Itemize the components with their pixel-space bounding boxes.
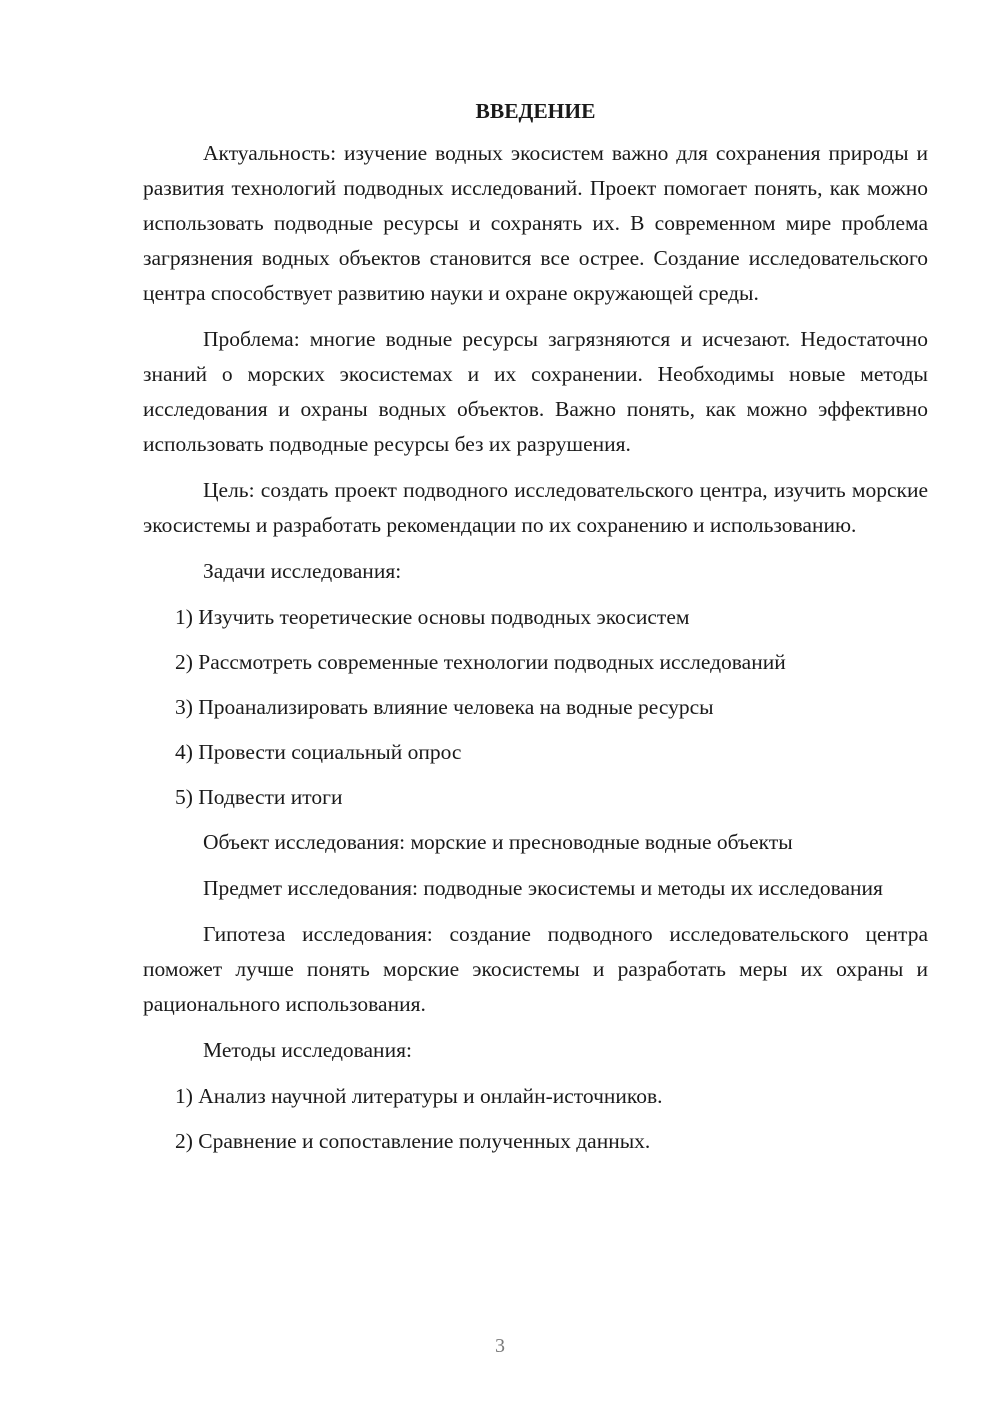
problem-paragraph: Проблема: многие водные ресурсы загрязняются и исчезают. Недостаточно знаний о морских экосистемах и их сохранении. Необходимы новые методы исследования и охраны водных объектов. Важно понять, как можно эффективно использовать подводные ресурсы без их разрушения. bbox=[143, 327, 928, 456]
goal-paragraph: Цель: создать проект подводного исследовательского центра, изучить морские экосистемы и разработать рекомендации по их сохранению и использованию. bbox=[143, 478, 928, 537]
task-item: 3) Проанализировать влияние человека на водные ресурсы bbox=[175, 695, 714, 719]
section-title: ВВЕДЕНИЕ bbox=[475, 99, 596, 123]
object-paragraph: Объект исследования: морские и пресноводные водные объекты bbox=[203, 830, 793, 854]
method-item: 1) Анализ научной литературы и онлайн-источников. bbox=[175, 1084, 663, 1108]
hypothesis-paragraph: Гипотеза исследования: создание подводного исследовательского центра поможет лучше понять морские экосистемы и разработать меры их охраны и рационального использования. bbox=[143, 922, 928, 1016]
document-page bbox=[143, 96, 928, 1169]
task-item: 5) Подвести итоги bbox=[175, 785, 343, 809]
method-item: 2) Сравнение и сопоставление полученных данных. bbox=[175, 1129, 651, 1153]
task-item: 2) Рассмотреть современные технологии подводных исследований bbox=[175, 650, 786, 674]
relevance-paragraph: Актуальность: изучение водных экосистем важно для сохранения природы и развития технологий подводных исследований. Проект помогает понять, как можно использовать подводные ресурсы и сохранять их. В современном мире проблема загрязнения водных объектов становится все острее. Создание исследовательского центра способствует развитию науки и охране окружающей среды. bbox=[143, 141, 928, 305]
methods-heading: Методы исследования: bbox=[203, 1038, 412, 1062]
page-number: 3 bbox=[495, 1335, 505, 1357]
task-item: 1) Изучить теоретические основы подводных экосистем bbox=[175, 605, 690, 629]
task-item: 4) Провести социальный опрос bbox=[175, 740, 462, 764]
tasks-heading: Задачи исследования: bbox=[203, 559, 402, 583]
subject-paragraph: Предмет исследования: подводные экосистемы и методы их исследования bbox=[203, 876, 883, 900]
